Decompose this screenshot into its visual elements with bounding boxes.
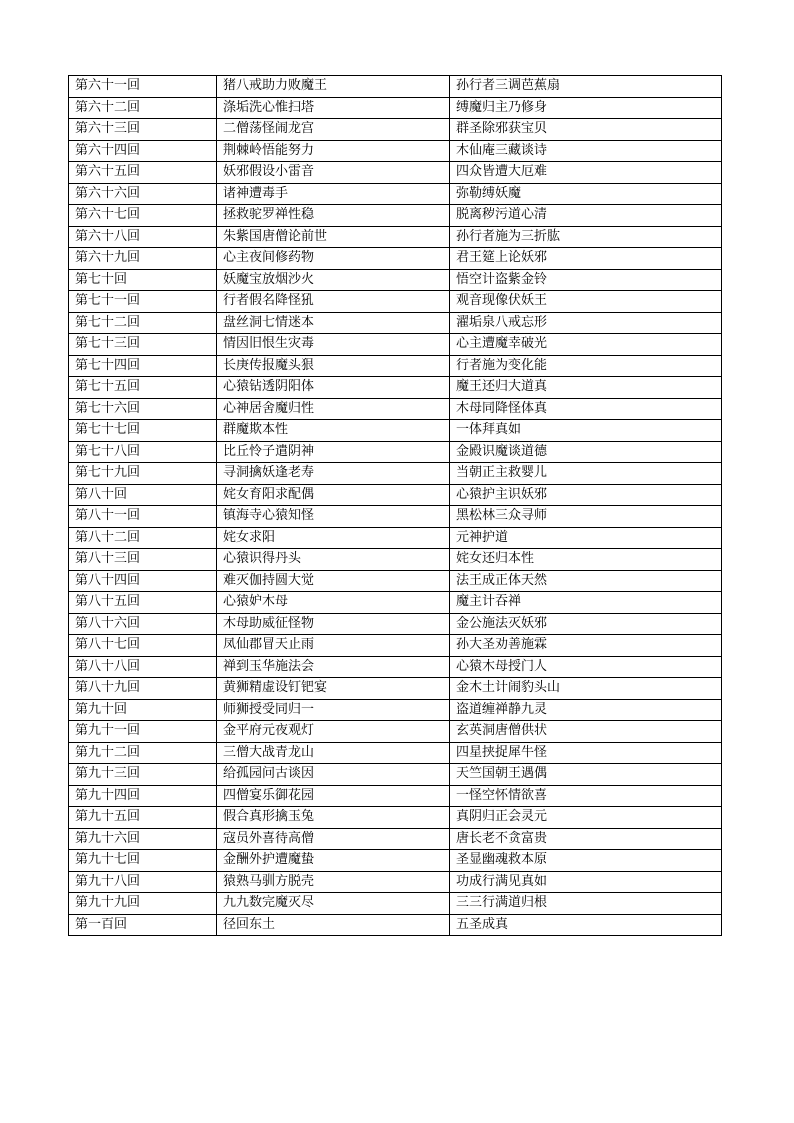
chapter-title-first-line-cell: 四僧宴乐御花园 [217, 785, 450, 807]
table-row [69, 871, 722, 893]
table-row [69, 850, 722, 872]
chapter-title-first-line-cell: 涤垢洗心惟扫塔 [217, 97, 450, 119]
chapter-number-cell: 第七十九回 [69, 463, 217, 485]
chapter-number-cell: 第九十二回 [69, 742, 217, 764]
chapter-title-first-line-cell: 朱紫国唐僧论前世 [217, 226, 450, 248]
table-row [69, 570, 722, 592]
table-row [69, 334, 722, 356]
table-row [69, 183, 722, 205]
chapter-title-second-line-cell: 圣显幽魂救本原 [450, 850, 722, 872]
chapter-title-first-line-cell: 姹女育阳求配偶 [217, 484, 450, 506]
chapter-number-cell: 第七十三回 [69, 334, 217, 356]
chapter-number-cell: 第六十二回 [69, 97, 217, 119]
chapter-title-first-line-cell: 行者假名降怪犼 [217, 291, 450, 313]
chapter-title-second-line-cell: 当朝正主救婴儿 [450, 463, 722, 485]
table-row [69, 420, 722, 442]
table-row [69, 549, 722, 571]
chapter-title-first-line-cell: 寻洞擒妖逢老寿 [217, 463, 450, 485]
chapter-number-cell: 第七十六回 [69, 398, 217, 420]
table-row [69, 893, 722, 915]
chapter-title-first-line-cell: 金平府元夜观灯 [217, 721, 450, 743]
chapter-title-second-line-cell: 元神护道 [450, 527, 722, 549]
table-row [69, 248, 722, 270]
table-row [69, 441, 722, 463]
chapter-number-cell: 第七十五回 [69, 377, 217, 399]
chapter-title-first-line-cell: 九九数完魔灭尽 [217, 893, 450, 915]
chapter-title-second-line-cell: 悟空计盗紫金铃 [450, 269, 722, 291]
chapter-title-second-line-cell: 群圣除邪获宝贝 [450, 119, 722, 141]
chapter-table [68, 75, 722, 936]
chapter-title-first-line-cell: 长庚传报魔头狠 [217, 355, 450, 377]
table-row [69, 506, 722, 528]
table-row [69, 355, 722, 377]
chapter-title-first-line-cell: 二僧荡怪闹龙宫 [217, 119, 450, 141]
chapter-title-first-line-cell: 难灭伽持圆大觉 [217, 570, 450, 592]
table-row [69, 377, 722, 399]
chapter-title-second-line-cell: 行者施为变化能 [450, 355, 722, 377]
chapter-title-first-line-cell: 心猿钻透阴阳体 [217, 377, 450, 399]
table-row [69, 613, 722, 635]
chapter-number-cell: 第八十一回 [69, 506, 217, 528]
chapter-number-cell: 第九十九回 [69, 893, 217, 915]
chapter-title-first-line-cell: 心猿妒木母 [217, 592, 450, 614]
table-row [69, 527, 722, 549]
table-row [69, 592, 722, 614]
table-row [69, 162, 722, 184]
chapter-number-cell: 第八十八回 [69, 656, 217, 678]
chapter-title-first-line-cell: 黄狮精虚设钉钯宴 [217, 678, 450, 700]
table-row [69, 742, 722, 764]
table-row [69, 807, 722, 829]
chapter-title-second-line-cell: 木仙庵三藏谈诗 [450, 140, 722, 162]
chapter-title-second-line-cell: 君王筵上论妖邪 [450, 248, 722, 270]
chapter-title-second-line-cell: 玄英洞唐僧供状 [450, 721, 722, 743]
chapter-title-first-line-cell: 木母助威征怪物 [217, 613, 450, 635]
chapter-title-first-line-cell: 寇员外喜待高僧 [217, 828, 450, 850]
chapter-title-first-line-cell: 凤仙郡冒天止雨 [217, 635, 450, 657]
table-row [69, 635, 722, 657]
chapter-title-second-line-cell: 金殿识魔谈道德 [450, 441, 722, 463]
chapter-number-cell: 第八十回 [69, 484, 217, 506]
chapter-title-second-line-cell: 弥勒缚妖魔 [450, 183, 722, 205]
chapter-title-first-line-cell: 给孤园问古谈因 [217, 764, 450, 786]
chapter-title-first-line-cell: 情因旧恨生灾毒 [217, 334, 450, 356]
chapter-title-first-line-cell: 假合真形擒玉兔 [217, 807, 450, 829]
table-row [69, 656, 722, 678]
table-row [69, 828, 722, 850]
chapter-title-second-line-cell: 濯垢泉八戒忘形 [450, 312, 722, 334]
chapter-title-second-line-cell: 金公施法灭妖邪 [450, 613, 722, 635]
chapter-number-cell: 第一百回 [69, 914, 217, 936]
chapter-title-first-line-cell: 心猿识得丹头 [217, 549, 450, 571]
chapter-title-first-line-cell: 师狮授受同归一 [217, 699, 450, 721]
chapter-number-cell: 第九十八回 [69, 871, 217, 893]
chapter-number-cell: 第八十七回 [69, 635, 217, 657]
chapter-title-second-line-cell: 孙大圣劝善施霖 [450, 635, 722, 657]
chapter-number-cell: 第七十二回 [69, 312, 217, 334]
chapter-number-cell: 第八十五回 [69, 592, 217, 614]
chapter-table-body [69, 76, 722, 936]
chapter-number-cell: 第六十五回 [69, 162, 217, 184]
chapter-title-second-line-cell: 三三行满道归根 [450, 893, 722, 915]
chapter-title-second-line-cell: 四众皆遭大厄难 [450, 162, 722, 184]
chapter-title-first-line-cell: 妖邪假设小雷音 [217, 162, 450, 184]
chapter-title-first-line-cell: 金酬外护遭魔蛰 [217, 850, 450, 872]
chapter-number-cell: 第六十八回 [69, 226, 217, 248]
chapter-title-first-line-cell: 镇海寺心猿知怪 [217, 506, 450, 528]
chapter-title-first-line-cell: 盘丝洞七情迷本 [217, 312, 450, 334]
chapter-title-second-line-cell: 一怪空怀情欲喜 [450, 785, 722, 807]
table-row [69, 76, 722, 98]
chapter-title-first-line-cell: 禅到玉华施法会 [217, 656, 450, 678]
table-row [69, 484, 722, 506]
chapter-title-second-line-cell: 天竺国朝王遇偶 [450, 764, 722, 786]
table-row [69, 269, 722, 291]
chapter-number-cell: 第七十一回 [69, 291, 217, 313]
chapter-number-cell: 第九十七回 [69, 850, 217, 872]
table-row [69, 914, 722, 936]
table-row [69, 312, 722, 334]
chapter-number-cell: 第六十一回 [69, 76, 217, 98]
chapter-title-second-line-cell: 五圣成真 [450, 914, 722, 936]
chapter-number-cell: 第九十五回 [69, 807, 217, 829]
table-row [69, 205, 722, 227]
chapter-title-second-line-cell: 黑松林三众寻师 [450, 506, 722, 528]
chapter-number-cell: 第六十七回 [69, 205, 217, 227]
table-row [69, 764, 722, 786]
chapter-title-first-line-cell: 拯救驼罗禅性稳 [217, 205, 450, 227]
table-row [69, 291, 722, 313]
chapter-title-first-line-cell: 姹女求阳 [217, 527, 450, 549]
chapter-title-second-line-cell: 盗道缠禅静九灵 [450, 699, 722, 721]
chapter-title-second-line-cell: 心猿护主识妖邪 [450, 484, 722, 506]
chapter-title-second-line-cell: 一体拜真如 [450, 420, 722, 442]
chapter-title-first-line-cell: 妖魔宝放烟沙火 [217, 269, 450, 291]
chapter-title-second-line-cell: 木母同降怪体真 [450, 398, 722, 420]
table-row [69, 140, 722, 162]
chapter-title-second-line-cell: 孙行者施为三折肱 [450, 226, 722, 248]
chapter-title-second-line-cell: 姹女还归本性 [450, 549, 722, 571]
chapter-number-cell: 第九十回 [69, 699, 217, 721]
chapter-number-cell: 第六十九回 [69, 248, 217, 270]
chapter-number-cell: 第八十九回 [69, 678, 217, 700]
chapter-number-cell: 第六十四回 [69, 140, 217, 162]
chapter-title-second-line-cell: 唐长老不贪富贵 [450, 828, 722, 850]
chapter-number-cell: 第八十三回 [69, 549, 217, 571]
chapter-title-first-line-cell: 三僧大战青龙山 [217, 742, 450, 764]
chapter-title-second-line-cell: 真阴归正会灵元 [450, 807, 722, 829]
table-row [69, 699, 722, 721]
table-row [69, 398, 722, 420]
document-page [68, 75, 722, 936]
table-row [69, 463, 722, 485]
chapter-title-second-line-cell: 缚魔归主乃修身 [450, 97, 722, 119]
chapter-number-cell: 第八十六回 [69, 613, 217, 635]
chapter-title-second-line-cell: 孙行者三调芭蕉扇 [450, 76, 722, 98]
chapter-number-cell: 第六十三回 [69, 119, 217, 141]
chapter-number-cell: 第八十二回 [69, 527, 217, 549]
chapter-title-first-line-cell: 诸神遭毒手 [217, 183, 450, 205]
chapter-title-first-line-cell: 径回东土 [217, 914, 450, 936]
chapter-title-first-line-cell: 心主夜间修药物 [217, 248, 450, 270]
chapter-number-cell: 第七十四回 [69, 355, 217, 377]
table-row [69, 226, 722, 248]
table-row [69, 721, 722, 743]
chapter-title-second-line-cell: 魔王还归大道真 [450, 377, 722, 399]
chapter-number-cell: 第九十一回 [69, 721, 217, 743]
table-row [69, 678, 722, 700]
chapter-title-first-line-cell: 群魔欺本性 [217, 420, 450, 442]
chapter-title-second-line-cell: 心主遭魔幸破光 [450, 334, 722, 356]
chapter-title-second-line-cell: 心猿木母授门人 [450, 656, 722, 678]
chapter-title-first-line-cell: 猿熟马驯方脱壳 [217, 871, 450, 893]
chapter-title-second-line-cell: 四星挟捉犀牛怪 [450, 742, 722, 764]
chapter-number-cell: 第九十四回 [69, 785, 217, 807]
chapter-title-second-line-cell: 魔主计吞禅 [450, 592, 722, 614]
chapter-number-cell: 第七十回 [69, 269, 217, 291]
chapter-title-first-line-cell: 心神居舍魔归性 [217, 398, 450, 420]
chapter-title-first-line-cell: 猪八戒助力败魔王 [217, 76, 450, 98]
chapter-title-first-line-cell: 荆棘岭悟能努力 [217, 140, 450, 162]
chapter-number-cell: 第八十四回 [69, 570, 217, 592]
chapter-number-cell: 第七十八回 [69, 441, 217, 463]
chapter-title-second-line-cell: 法王成正体天然 [450, 570, 722, 592]
table-row [69, 97, 722, 119]
chapter-title-first-line-cell: 比丘怜子遣阴神 [217, 441, 450, 463]
table-row [69, 119, 722, 141]
table-row [69, 785, 722, 807]
chapter-title-second-line-cell: 脱离秽污道心清 [450, 205, 722, 227]
chapter-number-cell: 第九十六回 [69, 828, 217, 850]
chapter-number-cell: 第九十三回 [69, 764, 217, 786]
chapter-title-second-line-cell: 观音现像伏妖王 [450, 291, 722, 313]
chapter-number-cell: 第七十七回 [69, 420, 217, 442]
chapter-title-second-line-cell: 金木土计闹豹头山 [450, 678, 722, 700]
chapter-number-cell: 第六十六回 [69, 183, 217, 205]
chapter-title-second-line-cell: 功成行满见真如 [450, 871, 722, 893]
